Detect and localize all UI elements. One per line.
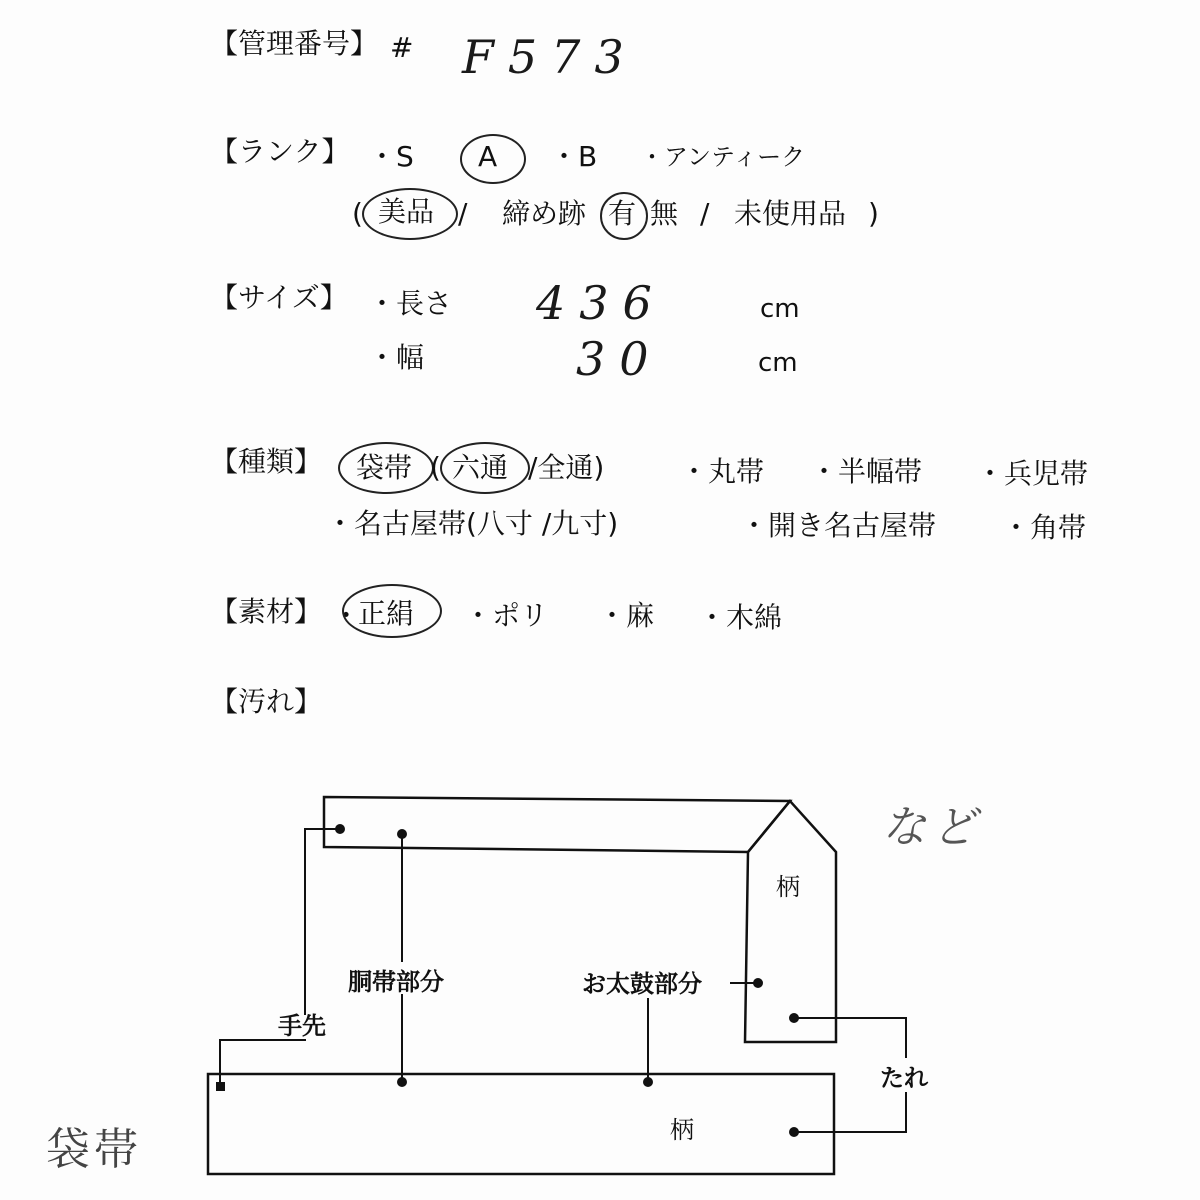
otaiko-label: お太鼓部分 [582, 970, 702, 998]
type-kaku: ・角帯 [1002, 511, 1087, 544]
material-poly: ・ポリ [464, 599, 549, 632]
gara-upper-label: 柄 [776, 873, 800, 901]
tesaki-lower-line [220, 1040, 306, 1086]
gara-lower-label: 柄 [670, 1116, 694, 1144]
tare-label: たれ [880, 1064, 928, 1092]
rank-yu: 有 [608, 197, 637, 230]
rank-open-paren: ( [352, 197, 363, 230]
type-hiraki: ・開き名古屋帯 [740, 509, 937, 542]
rank-shimeato: 締め跡 [502, 197, 587, 230]
material-momen: ・木綿 [698, 601, 783, 634]
rank-slash-1: / [458, 197, 468, 230]
otaiko-dot-upper [753, 978, 763, 988]
type-nagoya: ・名古屋帯(八寸 /九寸) [326, 507, 619, 540]
rank-unused: 未使用品 [734, 197, 847, 230]
tesaki-upper-line [305, 829, 340, 1015]
doobi-label: 胴帯部分 [348, 968, 444, 996]
tesaki-dot-upper [335, 824, 345, 834]
tesaki-dot-lower [216, 1082, 225, 1091]
nado-label: など [882, 802, 982, 853]
type-maru: ・丸帯 [680, 455, 765, 488]
tare-lower-line [794, 1092, 906, 1132]
tare-vertical-shape [745, 801, 836, 1042]
type-heko: ・兵児帯 [976, 457, 1089, 490]
type-fukuro: 袋帯 [356, 451, 413, 484]
rank-slash-2: / [700, 197, 710, 230]
rank-bihin: 美品 [378, 195, 435, 228]
rank-option-antique: ・アンティーク [640, 143, 806, 171]
rank-option-s: ・S [368, 140, 414, 173]
type-paren-open: ( [430, 451, 441, 484]
tare-dot-lower [789, 1127, 799, 1137]
type-hanhaba: ・半幅帯 [810, 455, 923, 488]
type-zentsu: /全通) [528, 451, 605, 484]
rank-mu: 無 [650, 197, 679, 230]
rank-close-paren: ) [868, 197, 879, 230]
size-length-unit: cm [760, 294, 800, 324]
size-length-value: 436 [536, 276, 666, 330]
material-bullet: ・ [332, 599, 361, 632]
upper-band-shape [324, 797, 790, 852]
doobi-dot-upper [397, 829, 407, 839]
management-number: F573 [462, 30, 638, 84]
doobi-dot-lower [397, 1077, 407, 1087]
management-hash: # [390, 31, 414, 64]
type-label: 【種類】 [210, 445, 323, 478]
rank-option-a: A [478, 140, 498, 173]
size-length-label: ・長さ [368, 287, 453, 320]
tare-dot-upper [789, 1013, 799, 1023]
material-asa: ・麻 [598, 599, 655, 632]
type-rokutsu: 六通 [452, 451, 509, 484]
stain-label: 【汚れ】 [210, 685, 323, 718]
size-width-label: ・幅 [368, 341, 425, 374]
tare-upper-line [794, 1018, 906, 1058]
size-label: 【サイズ】 [210, 281, 348, 314]
size-width-value: 30 [576, 332, 663, 386]
tesaki-label: 手先 [278, 1012, 326, 1040]
fukuro-obi-stamp: 袋帯 [46, 1124, 142, 1175]
lower-band-shape [208, 1074, 834, 1174]
rank-option-b: ・B [550, 140, 598, 173]
management-label: 【管理番号】 [210, 27, 379, 60]
material-label: 【素材】 [210, 595, 323, 628]
rank-label: 【ランク】 [210, 135, 350, 168]
size-width-unit: cm [758, 348, 798, 378]
material-shoken: 正絹 [358, 597, 415, 630]
otaiko-dot-lower [643, 1077, 653, 1087]
